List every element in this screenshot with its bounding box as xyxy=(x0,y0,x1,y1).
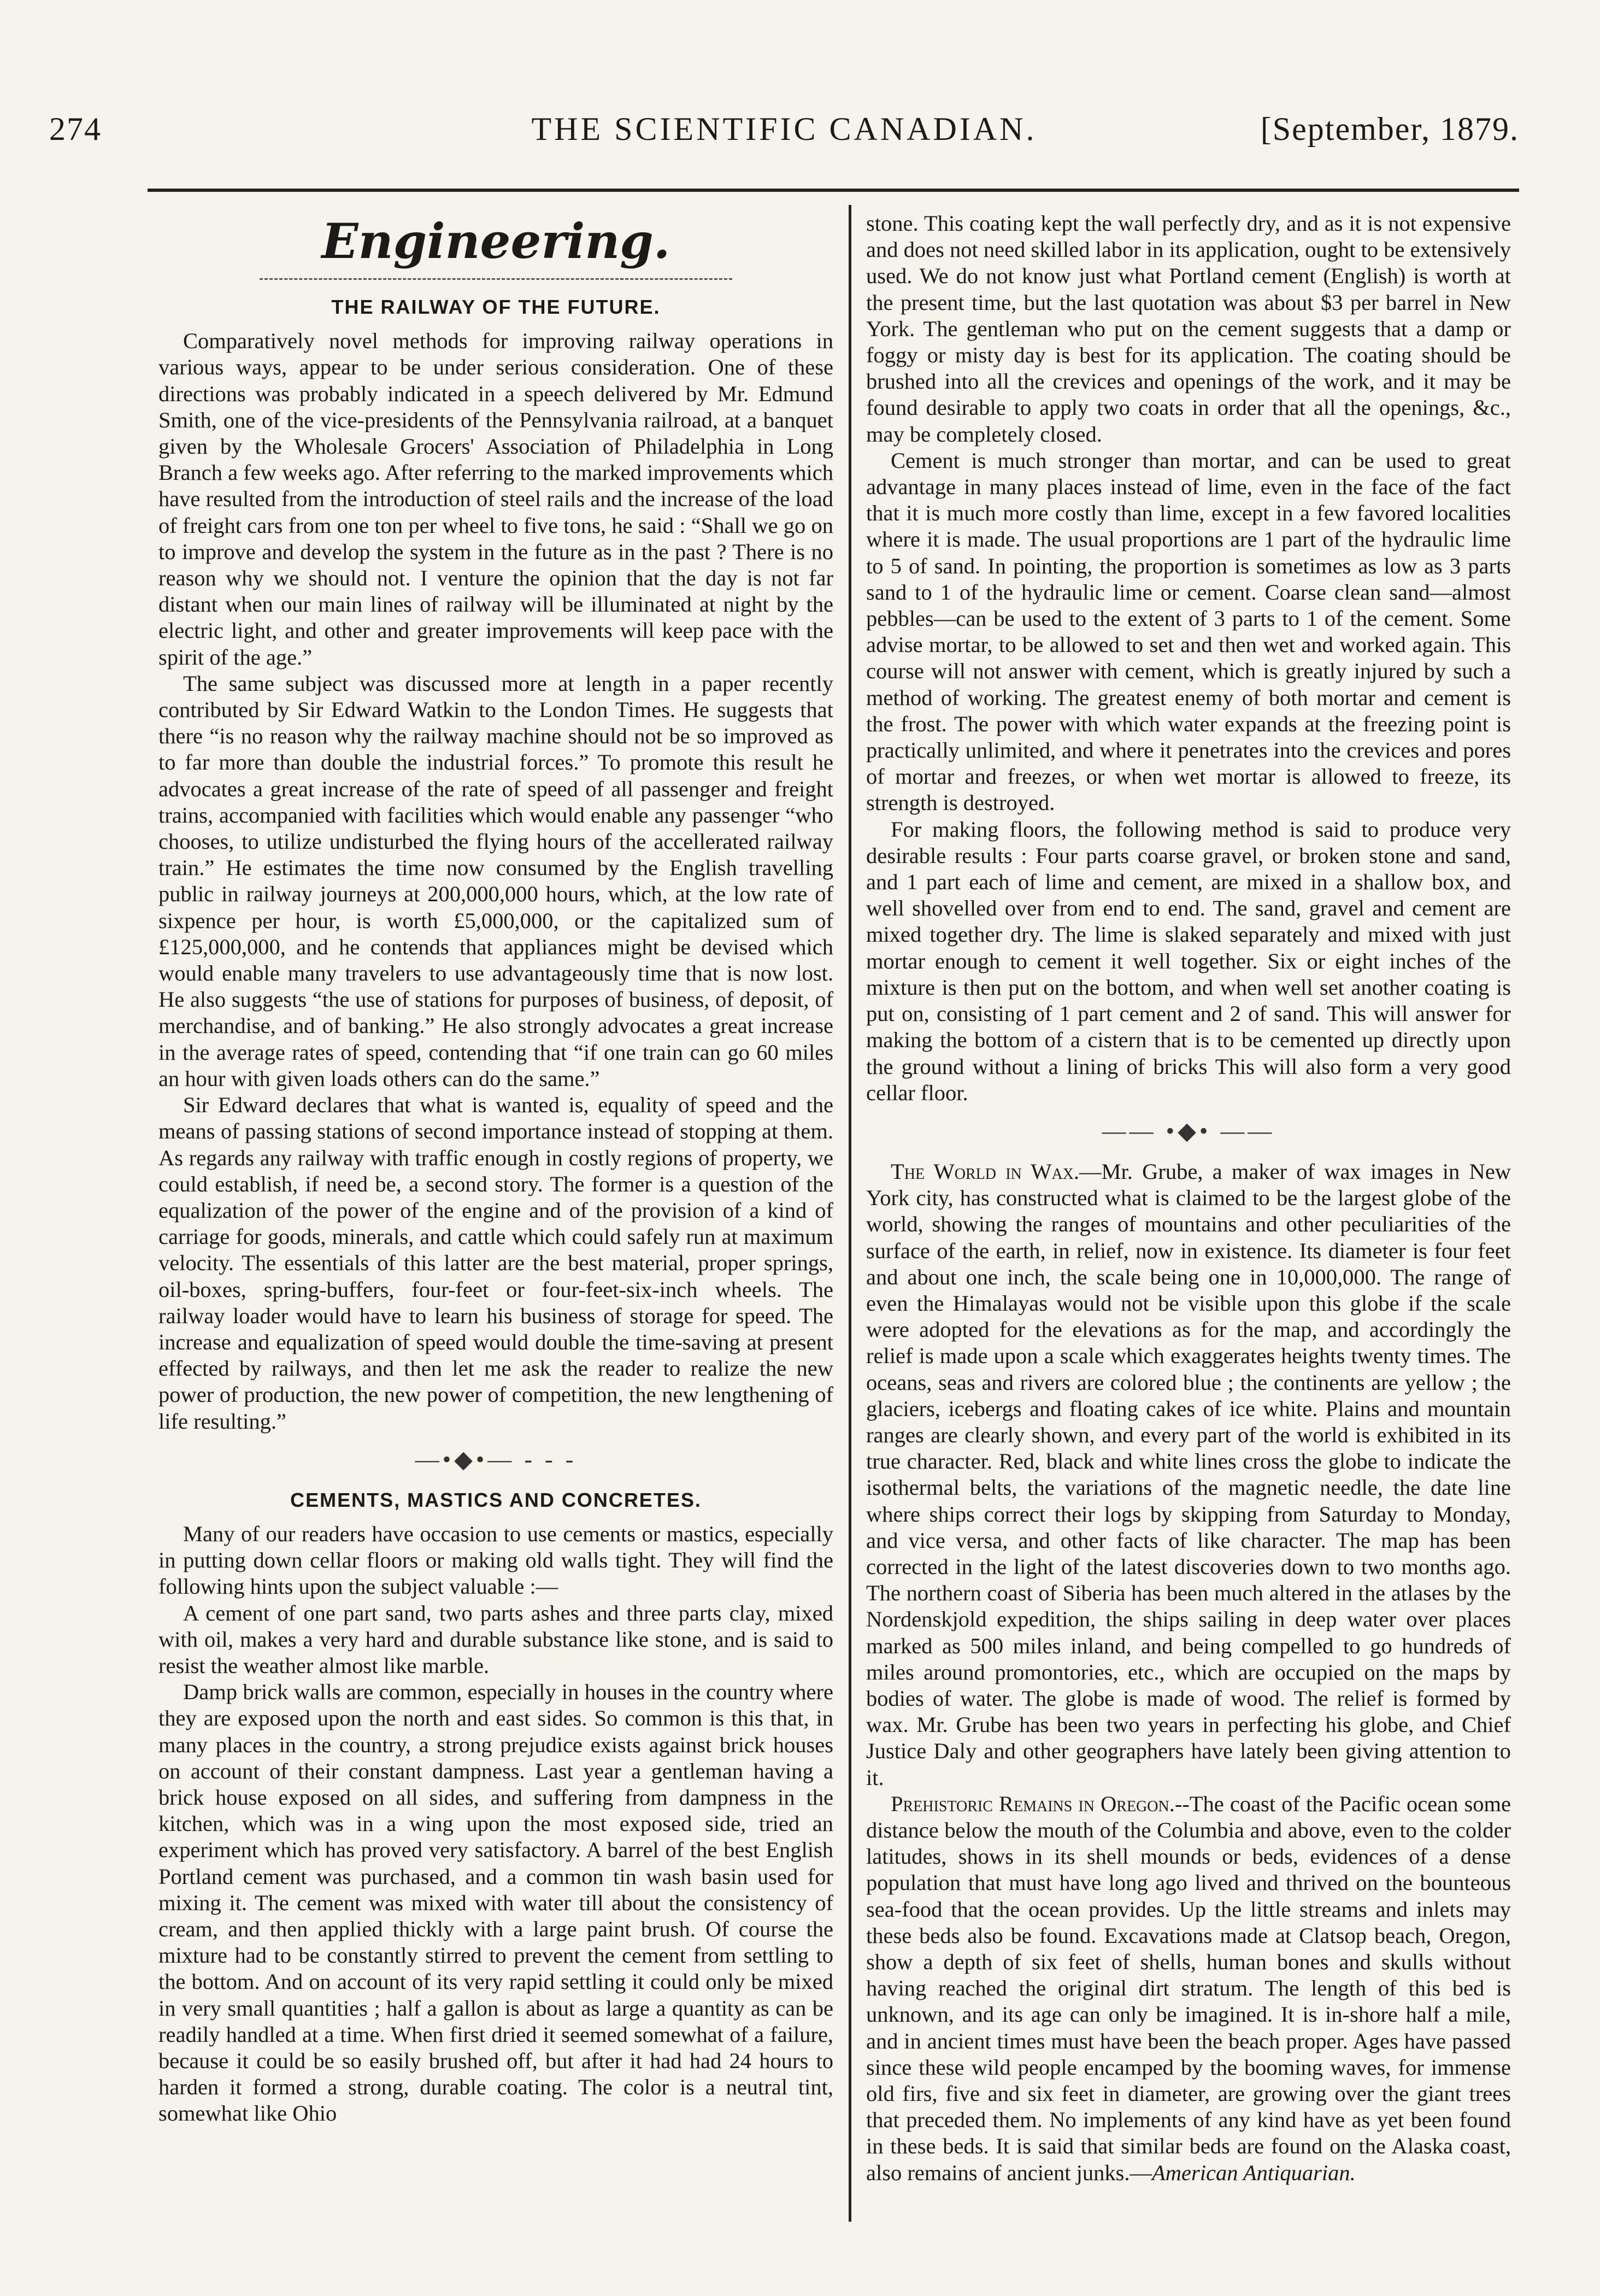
issue-date: [September, 1879. xyxy=(1260,111,1519,147)
wax-lead: The World in Wax. xyxy=(891,1159,1080,1184)
page-number: 274 xyxy=(49,111,102,147)
header-rule xyxy=(148,189,1519,192)
running-header xyxy=(49,98,1519,158)
column-divider xyxy=(849,205,851,2222)
cements-paragraph: Damp brick walls are common, especially in houses in the country where they are exposed upon the north and east sides. So common is this that, in many places in the country, a strong prejudice exists against brick houses on account of their constant dampness. Last year a gentleman having a brick house exposed on all sides, and suffering from dampness in the kitchen, which was in a wing upon the most exposed side, tried an experiment which has proved very satisfactory. A barrel of the best English Portland cement was purchased, and a common tin wash basin used for mixing it. The cement was mixed with water till about the consistency of cream, and then applied thickly with a large paint brush. Of course the mixture had to be constantly stirred to prevent the cement from settling to the bottom. And on account of its very rapid settling it could only be mixed in very small quantities ; half a gallon is about as large a quantity as can be readily handled at a time. When first dried it seemed somewhat of a failure, because it could be so easily brushed off, but after it had had 24 hours to harden it formed a strong, durable coating. The color is a neutral tint, somewhat like Ohio xyxy=(158,1680,833,2126)
cements-continued-paragraph: stone. This coating kept the wall perfectly dry, and as it is not expensive and does not need skilled labor in its application, ought to be extensively used. We do not know just what Portland cement (English) is worth at the present time, but the last quotation was about $3 per barrel in New York. The gentleman who put on the cement suggests that a damp or foggy or misty day is best for its application. The coating should be brushed into all the crevices and openings of the work, and it may be found desirable to apply two coats in order that all the openings, &c., may be completely closed. xyxy=(866,211,1511,447)
oregon-lead: Prehistoric Remains in Oregon. xyxy=(891,1791,1175,1816)
right-column xyxy=(866,210,1511,2219)
left-column xyxy=(158,210,833,2219)
cements-continued-paragraph: For making floors, the following method is said to produce very desirable results : Four parts coarse gravel, or broken stone and sand, and 1 part each of lime and cement, are mixed in a shallow box, and well shovelled over from end to end. The sand, gravel and cement are mixed together dry. The lime is slaked separately and mixed with just mortar enough to cement it well together. Six or eight inches of the mixture is then put on the bottom, and when well set another coating is put on, consisting of 1 part cement and 2 of sand. This will answer for making the bottom of a cistern that is to be cemented up directly upon the ground without a lining of bricks This will also form a very good cellar floor. xyxy=(866,817,1511,1105)
running-title: THE SCIENTIFIC CANADIAN. xyxy=(531,111,1037,147)
section-heading: Engineering. xyxy=(321,213,670,269)
railway-paragraph: Sir Edward declares that what is wanted is, equality of speed and the means of passing stations of second importance instead of stopping at them. As regards any railway with traffic enough in costly regions of property, we could establish, if need be, a second story. The former is a question of the equalization of the power of the engine and of the provision of a kind of carriage for goods, minerals, and cattle which could safely run at maximum velocity. The essentials of this latter are the best material, proper springs, oil-boxes, spring-buffers, four-feet or four-feet-six-inch wheels. The railway loader would have to learn his business of storage for speed. The increase and equalization of speed would double the time-saving at present effected by railways, and then let me ask the reader to realize the new power of production, the new power of competition, the new lengthening of life resulting.” xyxy=(158,1093,833,1434)
article-separator: —— •◆• —— xyxy=(1102,1117,1275,1144)
railway-paragraph: Comparatively novel methods for improving railway operations in various ways, appear to be under serious consideration. One of these directions was probably indicated in a speech delivered by Mr. Edmund Smith, one of the vice-presidents of the Pennsylvania railroad, at a banquet given by the Wholesale Grocers' Association of Philadelphia in Long Branch a few weeks ago. After referring to the marked improvements which have resulted from the introduction of steel rails and the increase of the load of freight cars from one ton per wheel to five tons, he said : “Shall we go on to improve and develop the system in the future as in the past ? There is no reason why we should not. I venture the opinion that the day is not far distant when our main lines of railway will be illuminated at night by the electric light, and other and greater improvements will keep pace with the spirit of the age.” xyxy=(158,328,833,670)
article-separator: —•◆•— - - - xyxy=(415,1446,577,1473)
oregon-source: American Antiquarian. xyxy=(1152,2160,1356,2185)
wax-text: —Mr. Grube, a maker of wax images in New York city, has constructed what is claimed to be the largest globe of the world, showing the ranges of mountains and other peculiarities of the surface of the earth, in relief, now in existence. Its diameter is four feet and about one inch, the scale being one in 10,000,000. The range of even the Himalayas would not be visible upon this globe if the scale were adopted for the elevations as for the map, and accordingly the relief is made upon a scale which exaggerates heights twenty times. The oceans, seas and rivers are colored blue ; the continents are yellow ; the glaciers, icebergs and floating cakes of ice white. Plains and mountain ranges are clearly shown, and every part of the world is exhibited in its true character. Red, black and white lines cross the globe to indicate the isothermal belts, the variations of the magnetic needle, the date line where ships correct their logs by skipping from Saturday to Monday, and vice versa, and other facts of like character. The map has been corrected in the light of the latest discoveries down to two months ago. The northern coast of Siberia has been much altered in the atlases by the Nordenskjold expedition, the ships sailing in deep water over places marked as 500 miles inland, and being compelled to go hundreds of miles around promontories, etc., which are occupied on the maps by bodies of water. The globe is made of wood. The relief is formed by wax. Mr. Grube has been two years in perfecting his globe, and Chief Justice Daly and other geographers have lately been giving attention to it. xyxy=(866,1159,1511,1790)
cements-paragraph: A cement of one part sand, two parts ashes and three parts clay, mixed with oil, makes a very hard and durable substance like stone, and is said to resist the weather almost like marble. xyxy=(158,1600,833,1678)
wax-paragraph xyxy=(866,1159,1511,1791)
cements-continued-paragraph: Cement is much stronger than mortar, and can be used to great advantage in many places instead of lime, even in the face of the fact that it is much more costly than lime, except in a few favored localities where it is made. The usual proportions are 1 part of the hydraulic lime to 5 of sand. In pointing, the proportion is sometimes as low as 3 parts sand to 1 of the hydraulic lime or cement. Coarse clean sand—almost pebbles—can be used to the extent of 3 parts to 1 of the cement. Some advise mortar, to be allowed to set and then wet and worked again. This course will not answer with cement, which is greatly injured by such a method of working. The greatest enemy of both mortar and cement is the frost. The power with which water expands at the freezing point is practically unlimited, and where it penetrates into the crevices and pores of mortar and freezes, or when wet mortar is allowed to freeze, its strength is destroyed. xyxy=(866,448,1511,815)
railway-paragraph: The same subject was discussed more at length in a paper recently contributed by Sir Edward Watkin to the London Times. He suggests that there “is no reason why the railway machine should not be so improved as to far more than double the industrial forces.” To promote this result he advocates a great increase of the rate of speed of all passenger and freight trains, accompanied with facilities which would enable any passenger “who chooses, to utilize undisturbed the flying hours of the accellerated railway train.” He estimates the time now consumed by the English travelling public in railway journeys at 200,000,000 hours, which, at the low rate of sixpence per hour, is worth £5,000,000, or the capitalized sum of £125,000,000, and he contends that appliances might be devised which would enable many travelers to use advantageously time that is now lost. He also suggests “the use of stations for purposes of business, of deposit, of merchandise, and of banking.” He also strongly advocates a great increase in the average rates of speed, contending that “if one train can go 60 miles an hour with given loads others can do the same.” xyxy=(158,671,833,1091)
article-title-cements: CEMENTS, MASTICS AND CONCRETES. xyxy=(290,1488,702,1511)
section-rule xyxy=(260,278,732,280)
article-title-railway: THE RAILWAY OF THE FUTURE. xyxy=(331,296,661,318)
oregon-text: --The coast of the Pacific ocean some distance below the mouth of the Columbia and above, even to the colder latitudes, shows in its shell mounds or beds, evidences of a dense population that must have long ago lived and thrived on the bounteous sea-food that the ocean provides. Up the little streams and inlets may these beds also be found. Excavations made at Clatsop beach, Oregon, show a depth of six feet of shells, human bones and skulls without having reached the original dirt stratum. The length of this bed is unknown, and its age can only be imagined. It is in-shore half a mile, and in ancient times must have been the beach proper. Ages have passed since these wild people encamped by the booming waves, for immense old firs, five and six feet in diameter, are growing over the giant trees that preceded them. No implements of any kind have as yet been found in these beds. It is said that similar beds are found on the Alaska coast, also remains of ancient junks.— xyxy=(866,1791,1511,2185)
cements-paragraph: Many of our readers have occasion to use cements or mastics, especially in putting down cellar floors or making old walls tight. They will find the following hints upon the subject valuable :— xyxy=(158,1521,833,1599)
oregon-paragraph xyxy=(866,1791,1511,2186)
